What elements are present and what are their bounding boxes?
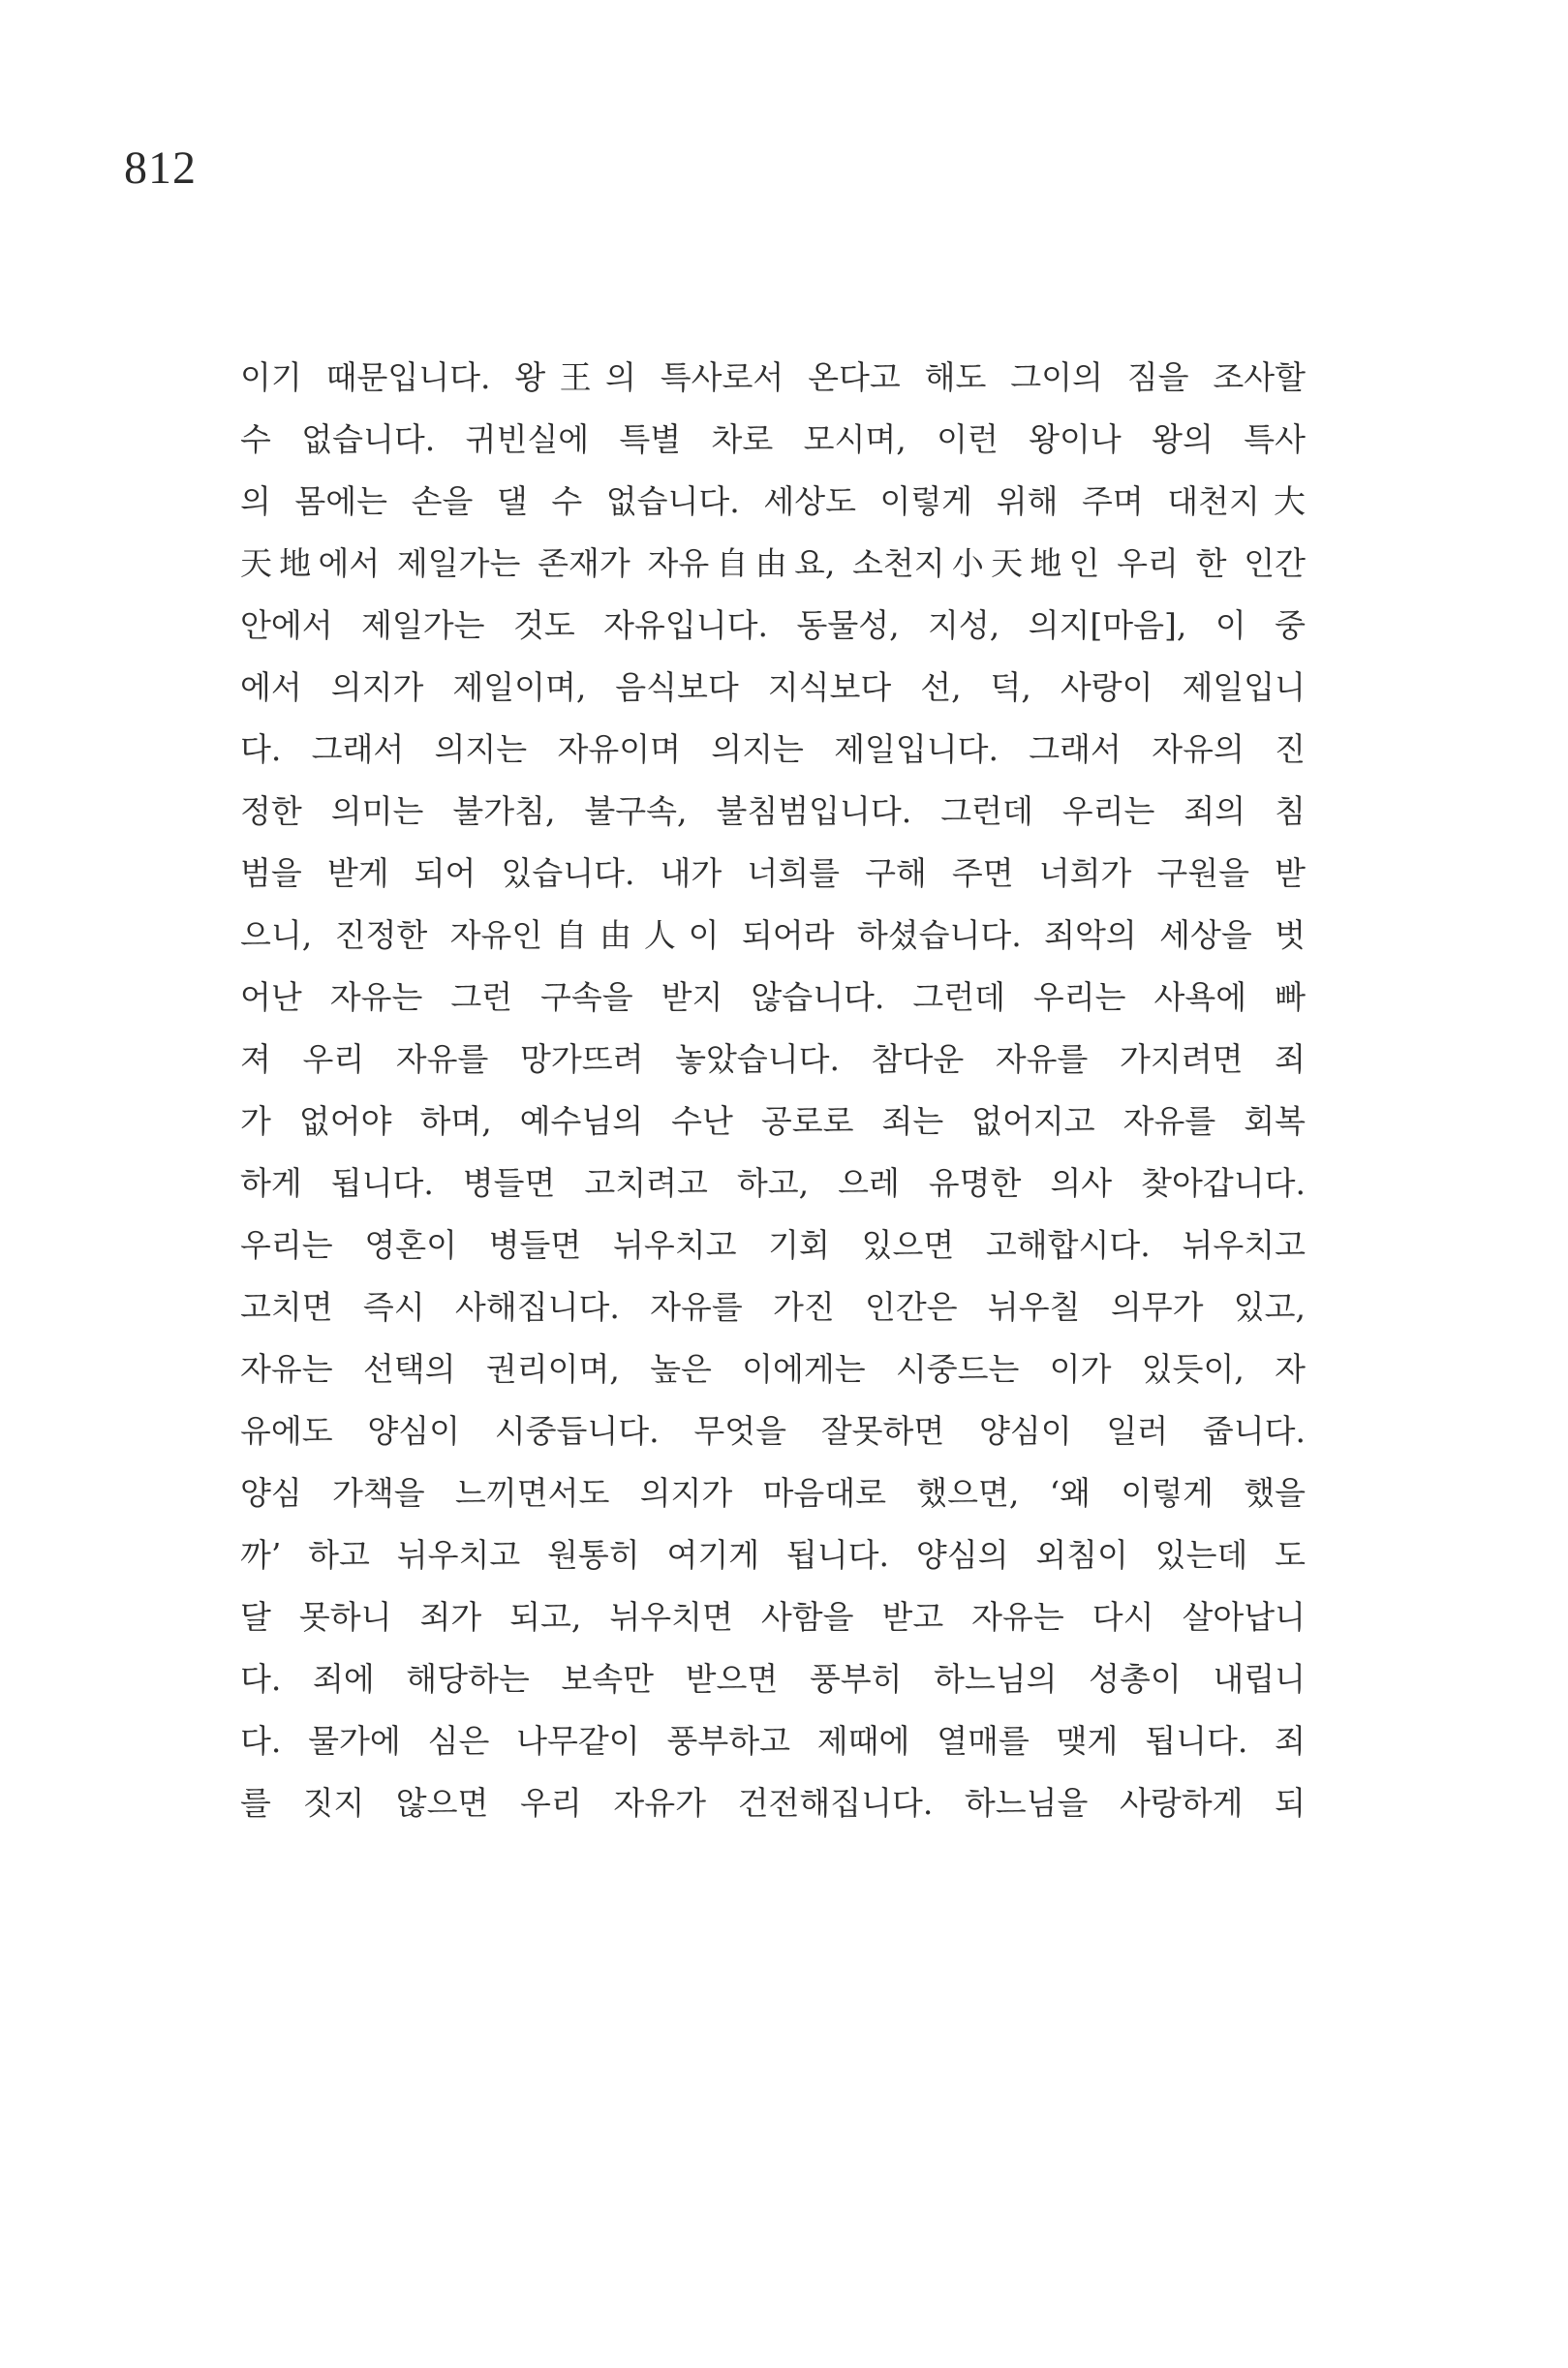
text-line: 다. 죄에 해당하는 보속만 받으면 풍부히 하느님의 성총이 내립니 <box>240 1660 1306 1698</box>
body-text <box>240 347 1306 1834</box>
text-line: 유에도 양심이 시중듭니다. 무엇을 잘못하면 양심이 일러 줍니다. <box>240 1412 1306 1450</box>
text-line: 이기 때문입니다. 왕王의 특사로서 온다고 해도 그이의 짐을 조사할 <box>240 358 1306 396</box>
page-number: 812 <box>124 142 197 194</box>
text-line: 까’ 하고 뉘우치고 원통히 여기게 됩니다. 양심의 외침이 있는데 도 <box>240 1536 1306 1574</box>
text-line: 우리는 영혼이 병들면 뉘우치고 기회 있으면 고해합시다. 뉘우치고 <box>240 1226 1306 1264</box>
text-line: 으니, 진정한 자유인自由人이 되어라 하셨습니다. 죄악의 세상을 벗 <box>240 916 1306 954</box>
text-line: 에서 의지가 제일이며, 음식보다 지식보다 선, 덕, 사랑이 제일입니 <box>240 668 1306 706</box>
text-line: 고치면 즉시 사해집니다. 자유를 가진 인간은 뉘우칠 의무가 있고, <box>240 1288 1306 1326</box>
text-line: 정한 의미는 불가침, 불구속, 불침범입니다. 그런데 우리는 죄의 침 <box>240 792 1306 830</box>
text-line: 가 없어야 하며, 예수님의 수난 공로로 죄는 없어지고 자유를 회복 <box>240 1102 1306 1140</box>
text-line: 다. 그래서 의지는 자유이며 의지는 제일입니다. 그래서 자유의 진 <box>240 730 1306 768</box>
text-line: 양심 가책을 느끼면서도 의지가 마음대로 했으면, ‘왜 이렇게 했을 <box>240 1474 1306 1512</box>
text-line: 를 짓지 않으면 우리 자유가 건전해집니다. 하느님을 사랑하게 되 <box>240 1784 1306 1822</box>
text-line: 天地에서 제일가는 존재가 자유自由요, 소천지小天地인 우리 한 인간 <box>240 544 1306 582</box>
text-line: 안에서 제일가는 것도 자유입니다. 동물성, 지성, 의지[마음], 이 중 <box>240 606 1306 644</box>
text-line: 져 우리 자유를 망가뜨려 놓았습니다. 참다운 자유를 가지려면 죄 <box>240 1040 1306 1078</box>
text-line: 다. 물가에 심은 나무같이 풍부하고 제때에 열매를 맺게 됩니다. 죄 <box>240 1722 1306 1760</box>
text-line: 범을 받게 되어 있습니다. 내가 너희를 구해 주면 너희가 구원을 받 <box>240 854 1306 892</box>
text-line: 수 없습니다. 귀빈실에 특별 차로 모시며, 이런 왕이나 왕의 특사 <box>240 420 1306 458</box>
text-line: 의 몸에는 손을 댈 수 없습니다. 세상도 이렇게 위해 주며 대천지大 <box>240 482 1306 520</box>
text-line: 하게 됩니다. 병들면 고치려고 하고, 으레 유명한 의사 찾아갑니다. <box>240 1164 1306 1202</box>
text-line: 자유는 선택의 권리이며, 높은 이에게는 시중드는 이가 있듯이, 자 <box>240 1350 1306 1388</box>
text-line: 달 못하니 죄가 되고, 뉘우치면 사함을 받고 자유는 다시 살아납니 <box>240 1598 1306 1636</box>
text-line: 어난 자유는 그런 구속을 받지 않습니다. 그런데 우리는 사욕에 빠 <box>240 978 1306 1016</box>
